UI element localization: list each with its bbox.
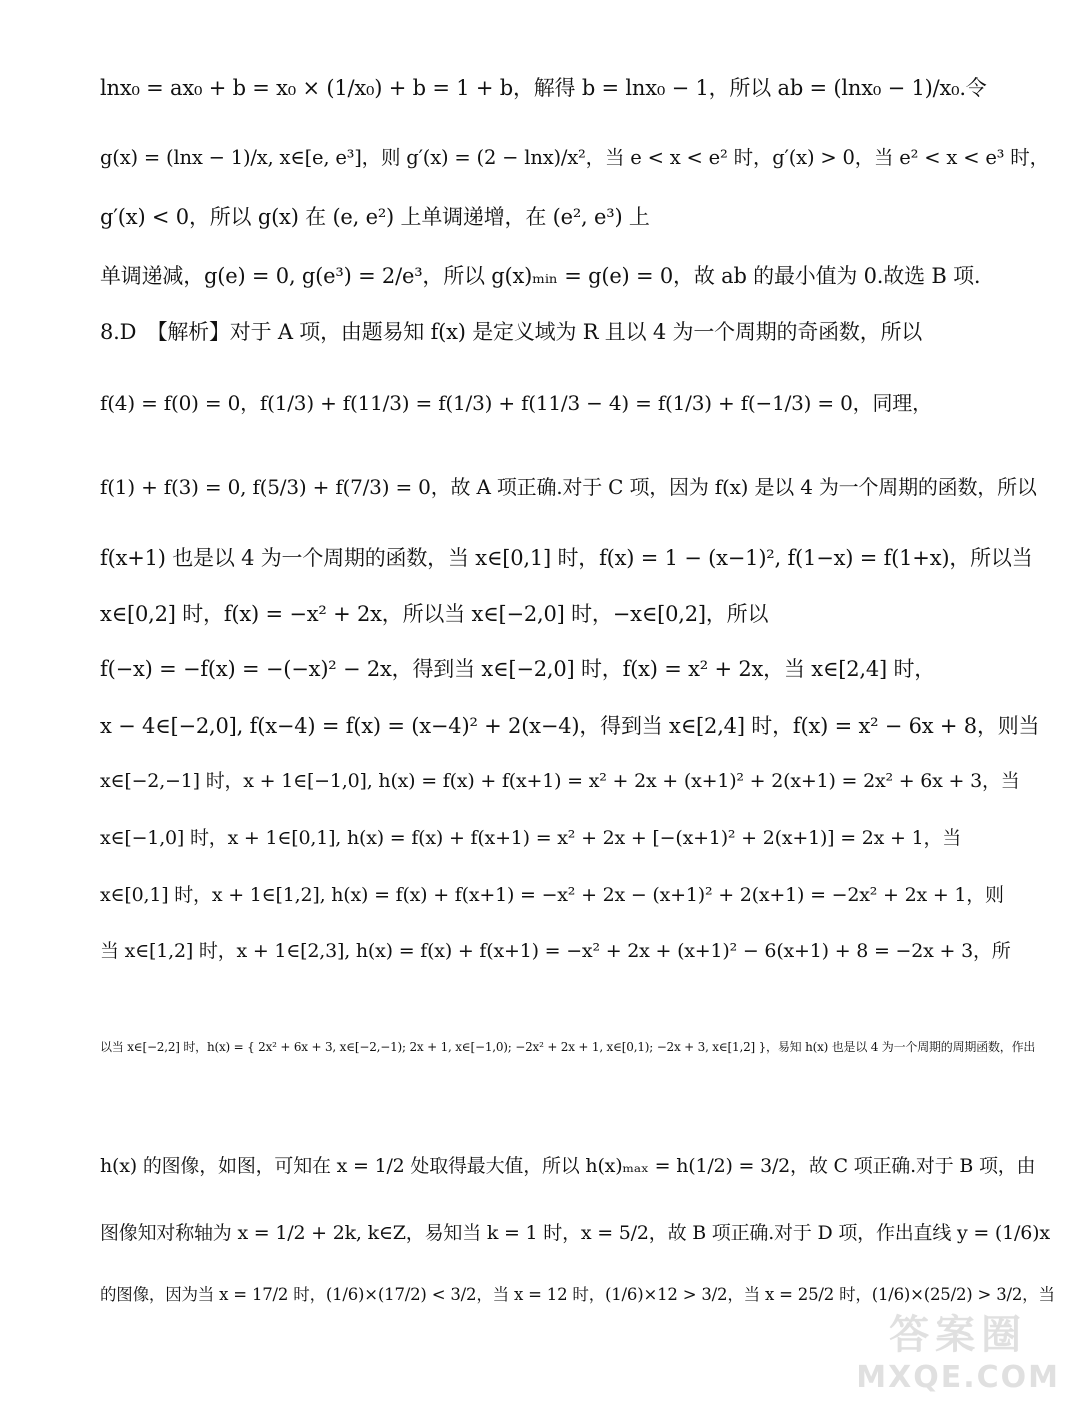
solution-line: f(1) + f(3) = 0, f(5/3) + f(7/3) = 0，故 A 项正确.对于 C 项，因为 f(x) 是以 4 为一个周期的函数，所以 [100,475,1037,499]
solution-line: f(4) = f(0) = 0，f(1/3) + f(11/3) = f(1/3) + f(11/3 − 4) = f(1/3) + f(−1/3) = 0，同理， [100,391,932,415]
watermark-url: MXQE.COM [856,1360,1060,1395]
solution-line: f(−x) = −f(x) = −(−x)² − 2x，得到当 x∈[−2,0] 时，f(x) = x² + 2x，当 x∈[2,4] 时， [100,657,936,681]
solution-line: 单调递减，g(e) = 0, g(e³) = 2/e³，所以 g(x)ₘᵢₙ = g(e) = 0，故 ab 的最小值为 0.故选 B 项. [100,264,981,288]
solution-line: 当 x∈[1,2] 时，x + 1∈[2,3], h(x) = f(x) + f(x+1) = −x² + 2x + (x+1)² − 6(x+1) + 8 = −2x + 3，所 [100,940,1011,962]
solution-line: g(x) = (lnx − 1)/x, x∈[e, e³]，则 g′(x) = (2 − lnx)/x²，当 e < x < e² 时，g′(x) > 0，当 e² < x < e³ 时， [100,146,1049,169]
solution-line: 的图像，因为当 x = 17/2 时，(1/6)×(17/2) < 3/2，当 x = 12 时，(1/6)×12 > 3/2，当 x = 25/2 时，(1/6)×(25/2) > 3/2，当 [100,1285,1055,1304]
site-watermark [856,1303,1060,1395]
solution-line: h(x) 的图像，如图，可知在 x = 1/2 处取得最大值，所以 h(x)ₘₐₓ = h(1/2) = 3/2，故 C 项正确.对于 B 项，由 [100,1155,1036,1177]
solution-line: 以当 x∈[−2,2] 时，h(x) = { 2x² + 6x + 3, x∈[−2,−1); 2x + 1, x∈[−1,0); −2x² + 2x + 1, x∈[0,1); −2x + 3, x∈[1,2] }，易知 h(x) 也是以 4 为一个周期的周期函数，作出 [100,1040,1036,1054]
solution-line: x∈[−2,−1] 时，x + 1∈[−1,0], h(x) = f(x) + f(x+1) = x² + 2x + (x+1)² + 2(x+1) = 2x² + 6x + 3，当 [100,770,1020,792]
solution-line: x∈[0,2] 时，f(x) = −x² + 2x，所以当 x∈[−2,0] 时，−x∈[0,2]，所以 [100,602,769,626]
solution-line: 图像知对称轴为 x = 1/2 + 2k, k∈Z，易知当 k = 1 时，x = 5/2，故 B 项正确.对于 D 项，作出直线 y = (1/6)x [100,1222,1050,1244]
watermark-logo-text: 答案圈 [889,1312,1028,1358]
solution-line: g′(x) < 0，所以 g(x) 在 (e, e²) 上单调递增，在 (e², e³) 上 [100,205,650,229]
solution-line: 8.D 【解析】对于 A 项，由题易知 f(x) 是定义域为 R 且以 4 为一个周期的奇函数，所以 [100,320,923,344]
solution-line: lnx₀ = ax₀ + b = x₀ × (1/x₀) + b = 1 + b，解得 b = lnx₀ − 1，所以 ab = (lnx₀ − 1)/x₀.令 [100,76,987,100]
solution-line: x∈[0,1] 时，x + 1∈[1,2], h(x) = f(x) + f(x+1) = −x² + 2x − (x+1)² + 2(x+1) = −2x² + 2x + 1，则 [100,884,1004,906]
solution-line: x − 4∈[−2,0], f(x−4) = f(x) = (x−4)² + 2(x−4)，得到当 x∈[2,4] 时，f(x) = x² − 6x + 8，则当 [100,714,1040,738]
solution-line: f(x+1) 也是以 4 为一个周期的函数，当 x∈[0,1] 时，f(x) = 1 − (x−1)², f(1−x) = f(1+x)，所以当 [100,546,1033,570]
solution-line: x∈[−1,0] 时，x + 1∈[0,1], h(x) = f(x) + f(x+1) = x² + 2x + [−(x+1)² + 2(x+1)] = 2x + 1，当 [100,827,962,849]
